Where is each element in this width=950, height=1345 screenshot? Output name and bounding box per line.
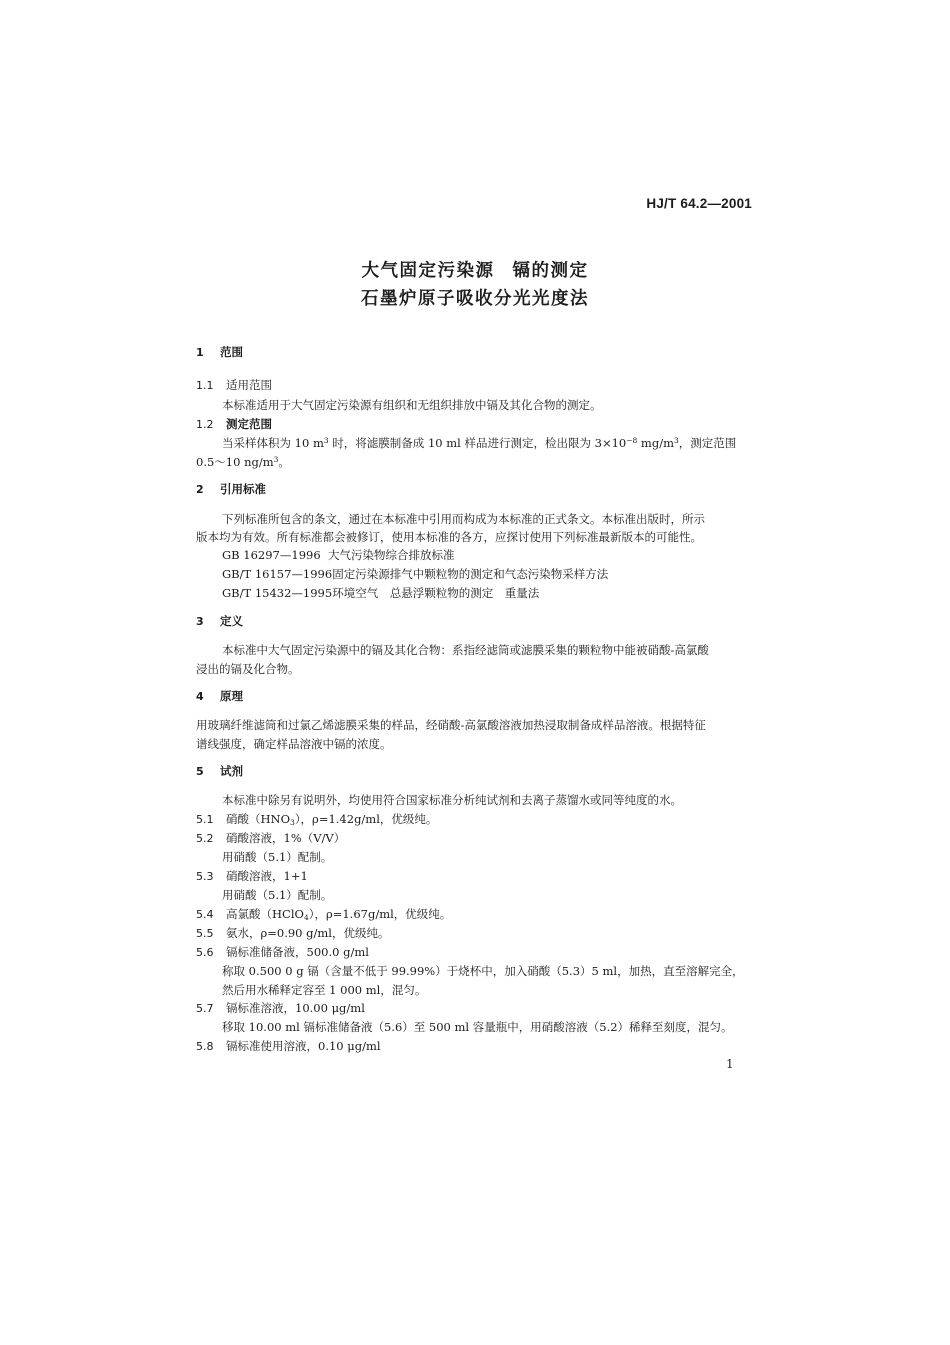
reagent-5-6-para-line1: 称取 0.500 0 g 镉（含量不低于 99.99%）于烧杯中，加入硝酸（5.3）5 ml，加热，直至溶解完全，	[222, 964, 744, 978]
page-number: 1	[726, 1057, 734, 1071]
reference-item: GB/T 16157—1996固定污染源排气中颗粒物的测定和气态污染物采样方法	[222, 567, 609, 581]
section-1-2-heading: 1.2 测定范围	[196, 417, 272, 431]
section-2-heading: 2 引用标准	[196, 482, 266, 496]
reagent-5-5: 5.5 氨水，ρ=0.90 g/ml，优级纯。	[196, 926, 390, 940]
reagent-5-6: 5.6 镉标准储备液，500.0 g/ml	[196, 945, 369, 959]
section-1-2-text-cont: 0.5～10 $ng/m^3$。	[196, 455, 290, 469]
section-3-para-line1: 本标准中大气固定污染源中的镉及其化合物：系指经滤筒或滤膜采集的颗粒物中能被硝酸-高氯酸	[222, 643, 709, 657]
section-3-para-line2: 浸出的镉及化合物。	[196, 662, 300, 676]
section-5-intro: 本标准中除另有说明外，均使用符合国家标准分析纯试剂和去离子蒸馏水或同等纯度的水。	[222, 793, 682, 807]
title-part-a: 大气固定污染源	[361, 261, 495, 281]
reagent-5-3-note: 用硝酸（5.1）配制。	[222, 888, 333, 902]
section-4-heading: 4 原理	[196, 689, 243, 703]
document-title-line1	[0, 257, 950, 282]
section-5-heading: 5 试剂	[196, 764, 243, 778]
reagent-5-7: 5.7 镉标准溶液，10.00 μg/ml	[196, 1001, 365, 1015]
section-4-para-line2: 谱线强度，确定样品溶液中镉的浓度。	[196, 737, 392, 751]
section-1-1-text: 本标准适用于大气固定污染源有组织和无组织排放中镉及其化合物的测定。	[222, 398, 602, 412]
section-1-1-heading: 1.1 适用范围	[196, 378, 272, 392]
reference-item: GB 16297—1996 大气污染物综合排放标准	[222, 548, 455, 562]
section-2-para-line2: 版本均为有效。所有标准都会被修订，使用本标准的各方，应探讨使用下列标准最新版本的可能性。	[196, 530, 702, 544]
reagent-5-8: 5.8 镉标准使用溶液，0.10 μg/ml	[196, 1039, 381, 1053]
section-1-heading: 1 范围	[196, 345, 243, 359]
section-2-para-line1: 下列标准所包含的条文，通过在本标准中引用而构成为本标准的正式条文。本标准出版时，所示	[222, 512, 705, 526]
reagent-5-2-note: 用硝酸（5.1）配制。	[222, 850, 333, 864]
standard-code: HJ/T 64.2—2001	[646, 196, 752, 211]
reagent-5-3: 5.3 硝酸溶液，1+1	[196, 869, 308, 883]
reagent-5-1: 5.1 硝酸$(HNO_3)$，ρ=1.42g/ml，优级纯。	[196, 812, 438, 827]
document-title-line2: 石墨炉原子吸收分光光度法	[361, 289, 589, 309]
reference-item: GB/T 15432—1995环境空气 总悬浮颗粒物的测定 重量法	[222, 586, 540, 600]
section-4-para-line1: 用玻璃纤维滤筒和过氯乙烯滤膜采集的样品，经硝酸-高氯酸溶液加热浸取制备成样品溶液。根据特征	[196, 718, 706, 732]
reagent-5-2: 5.2 硝酸溶液，1%（V/V）	[196, 831, 346, 845]
reagent-5-4: 5.4 高氯酸（HClO$_4$），ρ=1.67g/ml，优级纯。	[196, 907, 452, 922]
reagent-5-6-para-line2: 然后用水稀释定容至 1 000 ml，混匀。	[222, 983, 427, 997]
title-part-b: 镉的测定	[512, 261, 589, 281]
section-3-heading: 3 定义	[196, 614, 243, 628]
reagent-5-7-para: 移取 10.00 ml 镉标准储备液（5.6）至 500 ml 容量瓶中，用硝酸溶液（5.2）稀释至刻度，混匀。	[222, 1020, 733, 1034]
section-1-2-text: 当采样体积为 10 $m^3$ 时，将滤膜制备成 10 ml 样品进行测定，检出限为 $3\times 10^{-8}$ $mg/m^3$，测定范围	[222, 436, 737, 450]
